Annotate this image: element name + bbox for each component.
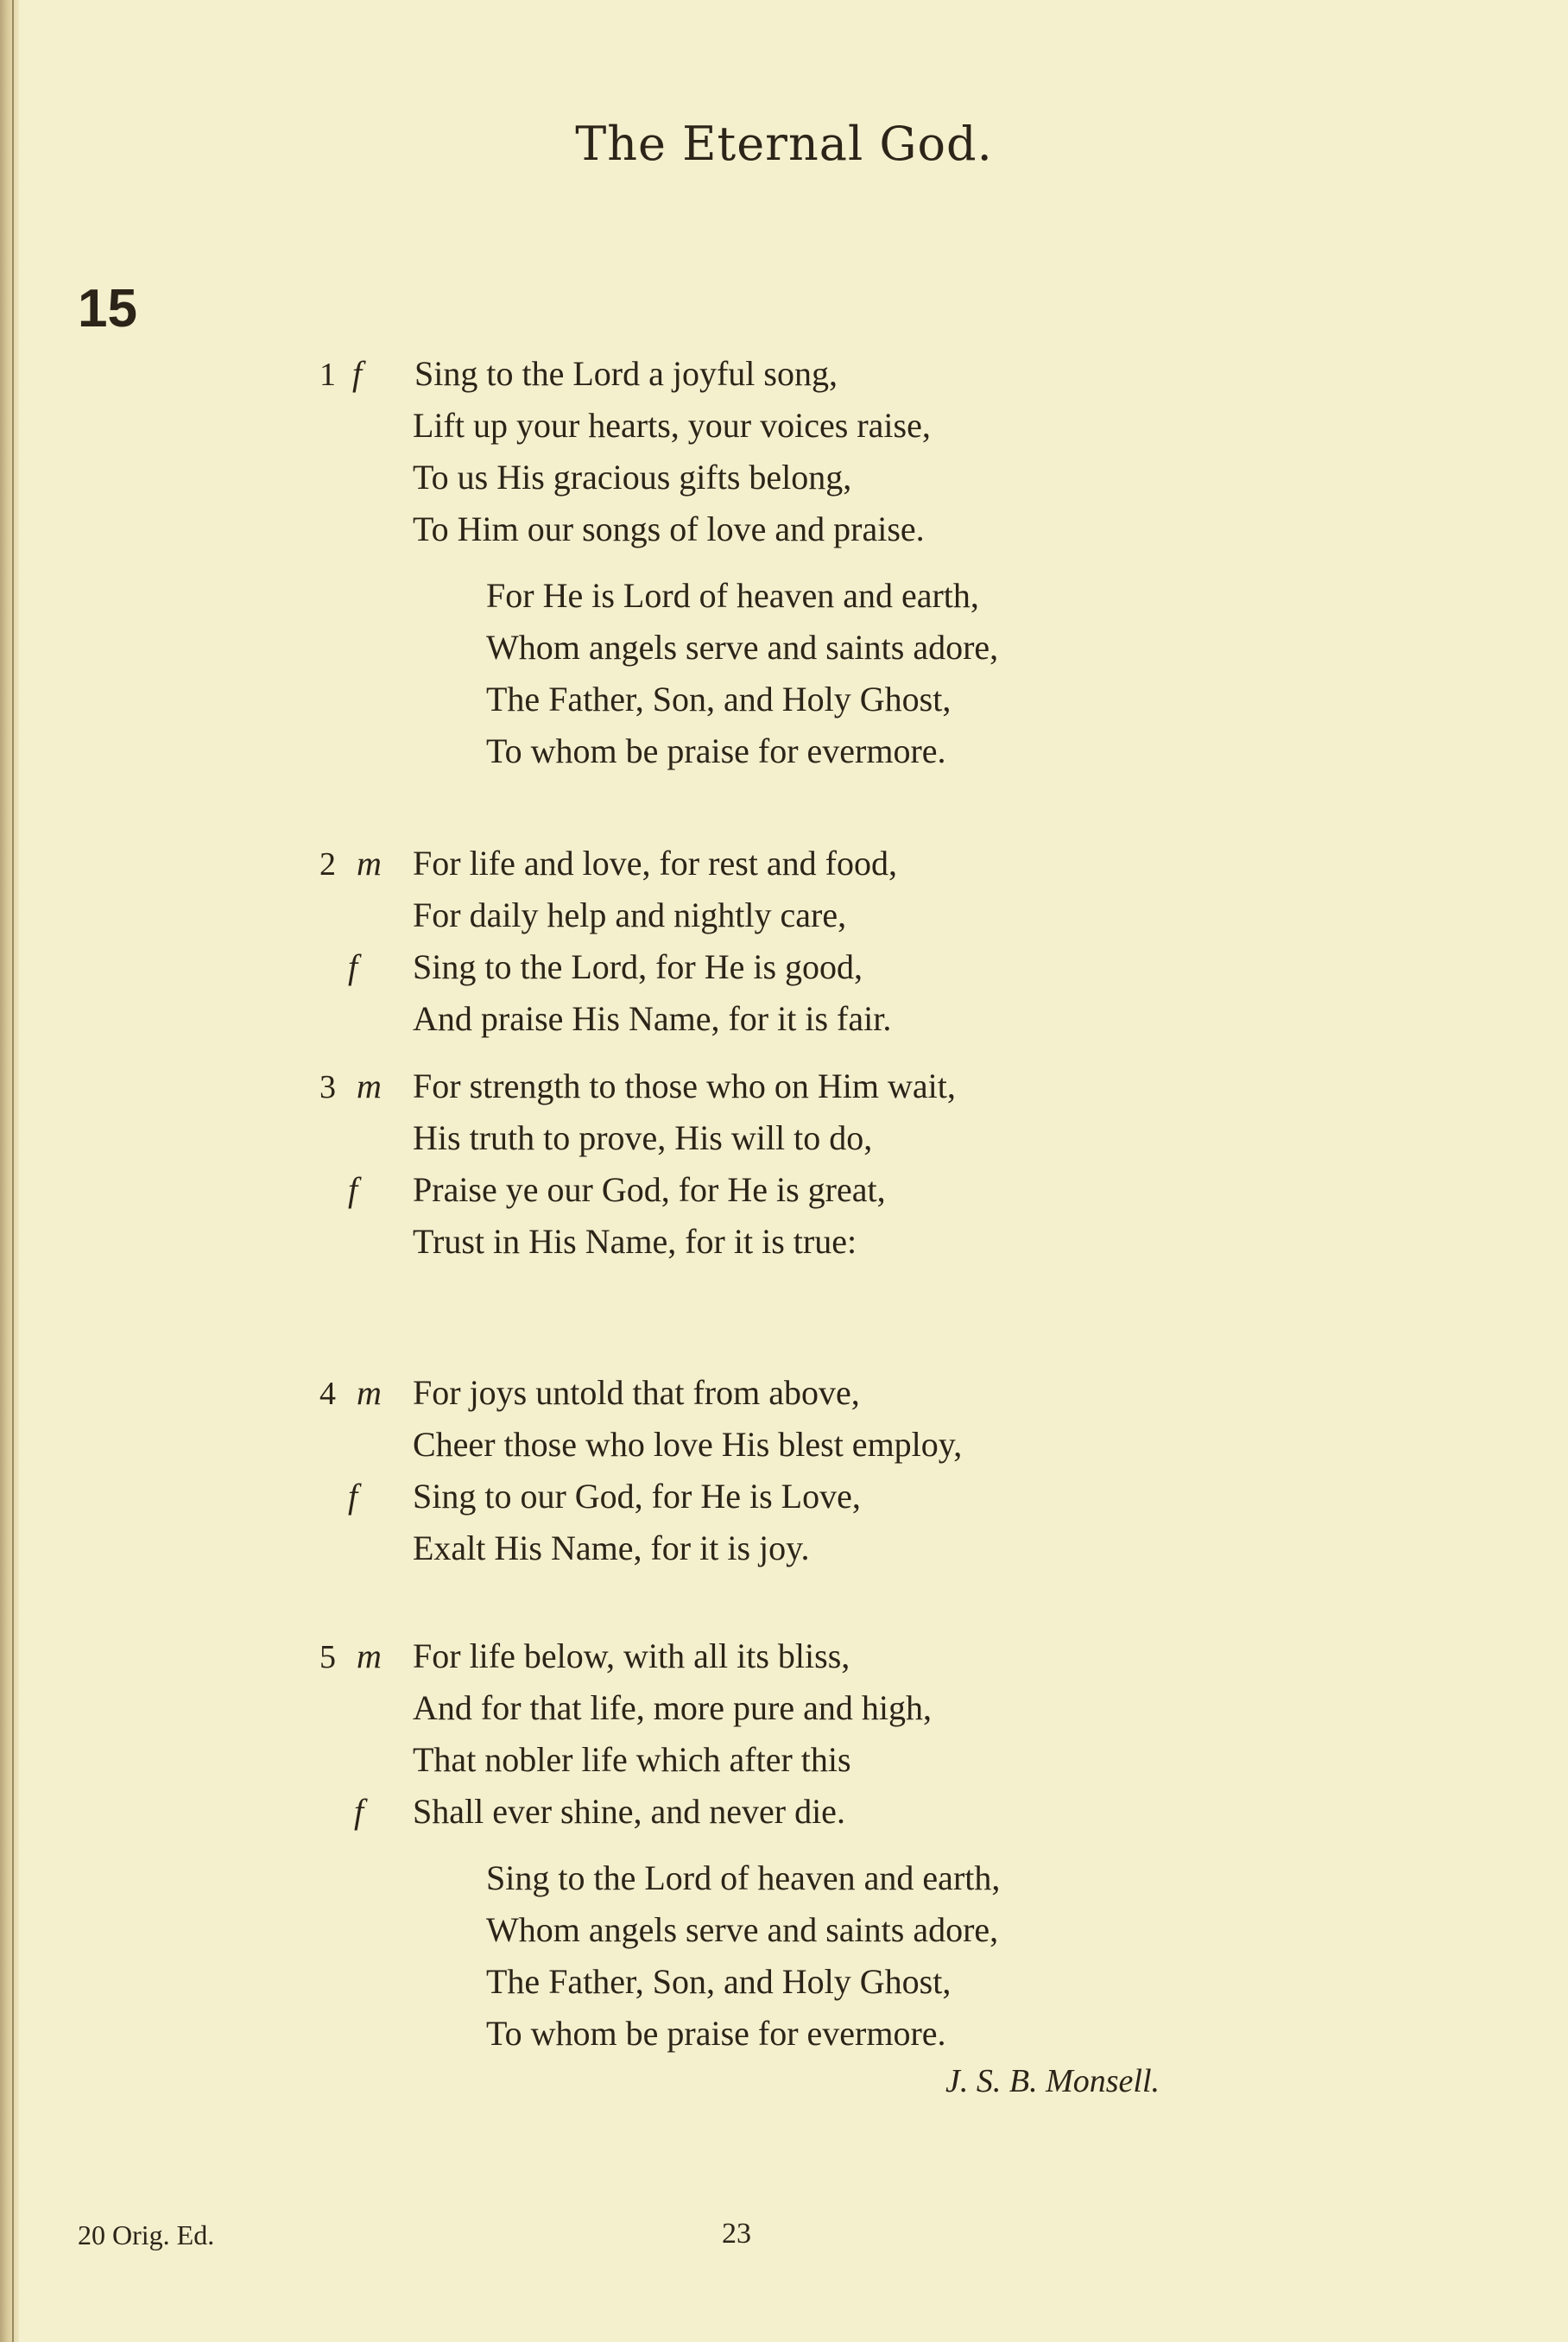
dynamic-mark: f — [352, 354, 363, 393]
verse-line: Shall ever shine, and never die. — [413, 1792, 845, 1831]
verse-line: That nobler life which after this — [413, 1740, 851, 1779]
verse-line: For joys untold that from above, — [413, 1373, 860, 1412]
verse-line: And praise His Name, for it is fair. — [413, 999, 892, 1038]
verse-number: 4 — [319, 1376, 336, 1412]
verse-line: Exalt His Name, for it is joy. — [413, 1529, 810, 1567]
refrain-line: Whom angels serve and saints adore, — [486, 628, 999, 667]
book-spine-shadow — [0, 0, 19, 2342]
verse-line: Lift up your hearts, your voices raise, — [413, 406, 931, 445]
dynamic-mark: f — [354, 1792, 364, 1831]
refrain-line: The Father, Son, and Holy Ghost, — [486, 1962, 952, 2001]
dynamic-mark: f — [348, 947, 358, 986]
refrain-line: To whom be praise for evermore. — [486, 2014, 946, 2053]
dynamic-mark: m — [357, 844, 382, 883]
dynamic-mark: f — [348, 1477, 358, 1516]
spine-edge-line — [12, 0, 14, 2342]
refrain-line: Sing to the Lord of heaven and earth, — [486, 1858, 1001, 1897]
verse-line: His truth to prove, His will to do, — [413, 1118, 873, 1157]
verse-number: 3 — [319, 1069, 336, 1105]
dynamic-mark: m — [357, 1067, 382, 1105]
author-attribution: J. S. B. Monsell. — [945, 2063, 1160, 2099]
verse-line: Trust in His Name, for it is true: — [413, 1222, 857, 1261]
verse-line: Sing to the Lord, for He is good, — [413, 947, 863, 986]
verse-line: Cheer those who love His blest employ, — [413, 1425, 963, 1464]
verse-line: For life and love, for rest and food, — [413, 844, 897, 883]
refrain-line: Whom angels serve and saints adore, — [486, 1910, 999, 1949]
verse-line: For strength to those who on Him wait, — [413, 1067, 956, 1105]
verse-line: To us His gracious gifts belong, — [413, 458, 852, 497]
footer-edition-note: 20 Orig. Ed. — [78, 2219, 215, 2250]
verse-number: 5 — [319, 1639, 336, 1675]
verse-line: For daily help and nightly care, — [413, 896, 847, 934]
page-title: The Eternal God. — [575, 117, 993, 171]
verse-number: 1 — [319, 357, 336, 393]
verse-line: Sing to our God, for He is Love, — [413, 1477, 861, 1516]
hymn-number: 15 — [78, 279, 137, 339]
verse-line: And for that life, more pure and high, — [413, 1688, 932, 1727]
dynamic-mark: m — [357, 1373, 382, 1412]
dynamic-mark: f — [348, 1170, 358, 1209]
verse-line: Praise ye our God, for He is great, — [413, 1170, 886, 1209]
verse-line: Sing to the Lord a joyful song, — [414, 354, 838, 393]
verse-line: To Him our songs of love and praise. — [413, 510, 925, 548]
verse-line: For life below, with all its bliss, — [413, 1636, 850, 1675]
refrain-line: The Father, Son, and Holy Ghost, — [486, 680, 952, 718]
verse-number: 2 — [319, 846, 336, 883]
dynamic-mark: m — [357, 1636, 382, 1675]
refrain-line: To whom be praise for evermore. — [486, 731, 946, 770]
refrain-line: For He is Lord of heaven and earth, — [486, 576, 979, 615]
page-number: 23 — [722, 2218, 751, 2250]
